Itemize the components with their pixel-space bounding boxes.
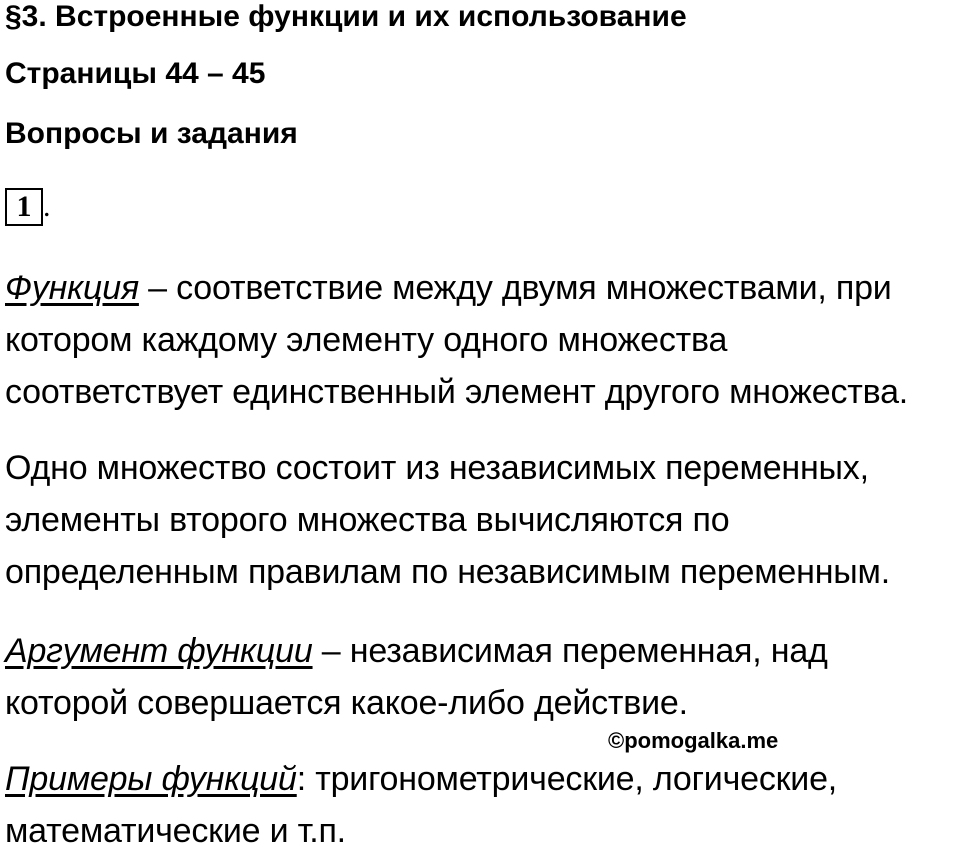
watermark: ©pomogalka.me <box>608 728 779 753</box>
paragraph-line: соответствует единственный элемент другого множества. <box>5 373 909 411</box>
line-text: – соответствие между двумя множествами, при <box>138 269 892 307</box>
paragraph-function-definition <box>5 262 908 418</box>
paragraph-line: элементы второго множества вычисляются по <box>5 501 730 539</box>
subtitle-heading: Вопросы и задания <box>5 117 298 150</box>
term-argument: Аргумент функции <box>5 632 313 670</box>
task-number-dot: . <box>43 190 51 223</box>
term-examples: Примеры функций <box>5 760 297 798</box>
line-text: – независимая переменная, над <box>312 632 828 670</box>
task-number-box: 1 <box>5 188 43 226</box>
paragraph-line: математические и т.п. <box>5 812 346 850</box>
paragraph-line <box>5 753 837 805</box>
paragraph-line: определенным правилам по независимым переменным. <box>5 553 890 591</box>
paragraph-function-examples <box>5 753 837 857</box>
section-title: §3. Встроенные функции и их использование <box>5 0 687 33</box>
pages-heading: Страницы 44 – 45 <box>5 57 266 90</box>
term-function: Функция <box>5 269 139 307</box>
paragraph-line: Одно множество состоит из независимых переменных, <box>5 449 869 487</box>
paragraph-line: котором каждому элементу одного множества <box>5 321 728 359</box>
paragraph-argument-definition <box>5 625 828 729</box>
line-text: : тригонометрические, логические, <box>296 760 838 798</box>
paragraph-sets <box>5 442 890 598</box>
paragraph-line: которой совершается какое-либо действие. <box>5 684 688 722</box>
paragraph-line <box>5 625 828 677</box>
paragraph-line <box>5 262 908 314</box>
